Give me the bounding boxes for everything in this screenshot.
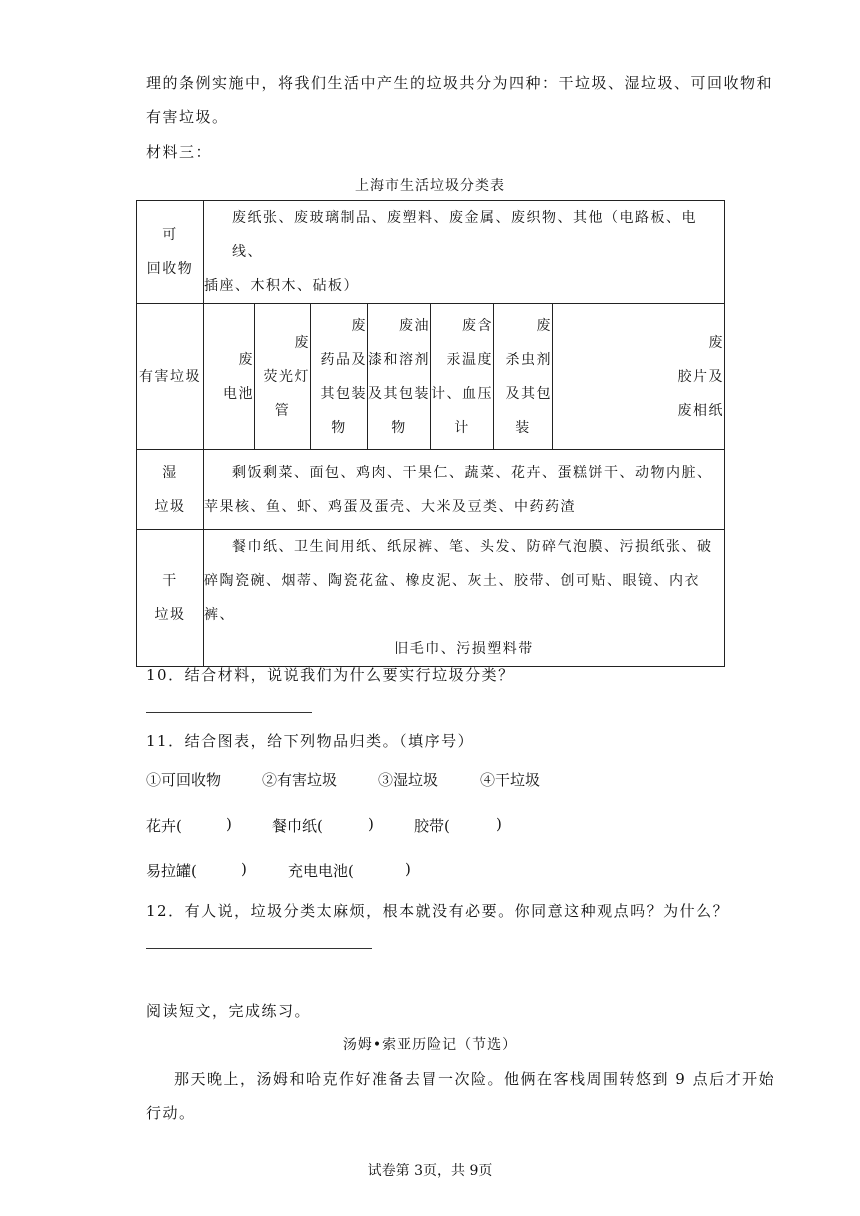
table-row-wet [137, 450, 725, 530]
table-row-dry [137, 530, 725, 667]
item-tape-close[interactable]: ) [496, 815, 502, 833]
item-napkin-close[interactable]: ) [368, 815, 374, 833]
reading-paragraph-line-1: 那天晚上，汤姆和哈克作好准备去冒一次险。他俩在客栈周围转悠到 9 点后才开始 [174, 1070, 776, 1088]
option-dry: ④干垃圾 [480, 771, 541, 789]
category-dry: 干 垃圾 [137, 530, 204, 667]
table-row-hazardous [137, 304, 725, 450]
wet-description: 剩饭剩菜、面包、鸡肉、干果仁、蔬菜、花卉、蛋糕饼干、动物内脏、 苹果核、鱼、虾、鸡蛋及蛋壳、大米及豆类、中药药渣 [204, 450, 725, 530]
hazardous-item-fluorescent: 废 荧光灯 管 [255, 304, 311, 450]
reading-paragraph-line-2: 行动。 [146, 1104, 196, 1122]
reading-title: 汤姆•索亚历险记（节选） [342, 1037, 518, 1053]
item-can-label: 易拉罐( [146, 862, 197, 880]
reading-instruction: 阅读短文，完成练习。 [146, 1002, 312, 1020]
item-flowers-label: 花卉( [146, 817, 182, 835]
page-footer: 试卷第 3页，共 9页 [367, 1163, 493, 1179]
material-three-label: 材料三： [146, 143, 213, 161]
recyclable-description: 废纸张、废玻璃制品、废塑料、废金属、废织物、其他（电路板、电线、 插座、木积木、砧板） [204, 201, 725, 304]
option-hazardous: ②有害垃圾 [262, 771, 338, 789]
intro-line-2: 有害垃圾。 [146, 108, 229, 126]
waste-classification-table [136, 200, 725, 667]
table-row-recyclable [137, 201, 725, 304]
hazardous-item-mercury: 废含 汞温度 计、血压 计 [431, 304, 494, 450]
question-11: 11．结合图表，给下列物品归类。（填序号） [146, 732, 475, 750]
dry-description: 餐巾纸、卫生间用纸、纸尿裤、笔、头发、防碎气泡膜、污损纸张、破 碎陶瓷碗、烟蒂、陶瓷花盆、橡皮泥、灰土、胶带、创可贴、眼镜、内衣裤、 旧毛巾、污损塑料带 [204, 530, 725, 667]
item-battery-close[interactable]: ) [405, 860, 411, 878]
question-12: 12．有人说，垃圾分类太麻烦，根本就没有必要。你同意这种观点吗？为什么？ [146, 902, 730, 920]
intro-line-1: 理的条例实施中，将我们生活中产生的垃圾共分为四种：干垃圾、湿垃圾、可回收物和 [146, 74, 774, 92]
hazardous-item-medicine: 废 药品及 其包装 物 [311, 304, 368, 450]
option-wet: ③湿垃圾 [378, 771, 439, 789]
hazardous-item-pesticide: 废 杀虫剂 及其包 装 [494, 304, 553, 450]
answer-line-10[interactable] [146, 712, 312, 713]
item-napkin-label: 餐巾纸( [272, 817, 323, 835]
option-recyclable: ①可回收物 [146, 771, 222, 789]
item-can-close[interactable]: ) [241, 860, 247, 878]
item-battery-label: 充电电池( [288, 862, 354, 880]
item-tape-label: 胶带( [414, 817, 450, 835]
item-flowers-close[interactable]: ) [226, 815, 232, 833]
hazardous-item-film: 废 胶片及 废相纸 [553, 304, 725, 450]
hazardous-item-battery: 废 电池 [204, 304, 255, 450]
question-10: 10．结合材料，说说我们为什么要实行垃圾分类？ [146, 666, 515, 684]
category-wet: 湿 垃圾 [137, 450, 204, 530]
answer-line-12[interactable] [146, 948, 372, 949]
category-hazardous: 有害垃圾 [137, 304, 204, 450]
hazardous-item-paint: 废油 漆和溶剂 及其包装 物 [368, 304, 431, 450]
category-recyclable: 可 回收物 [137, 201, 204, 304]
table-title: 上海市生活垃圾分类表 [355, 178, 505, 194]
